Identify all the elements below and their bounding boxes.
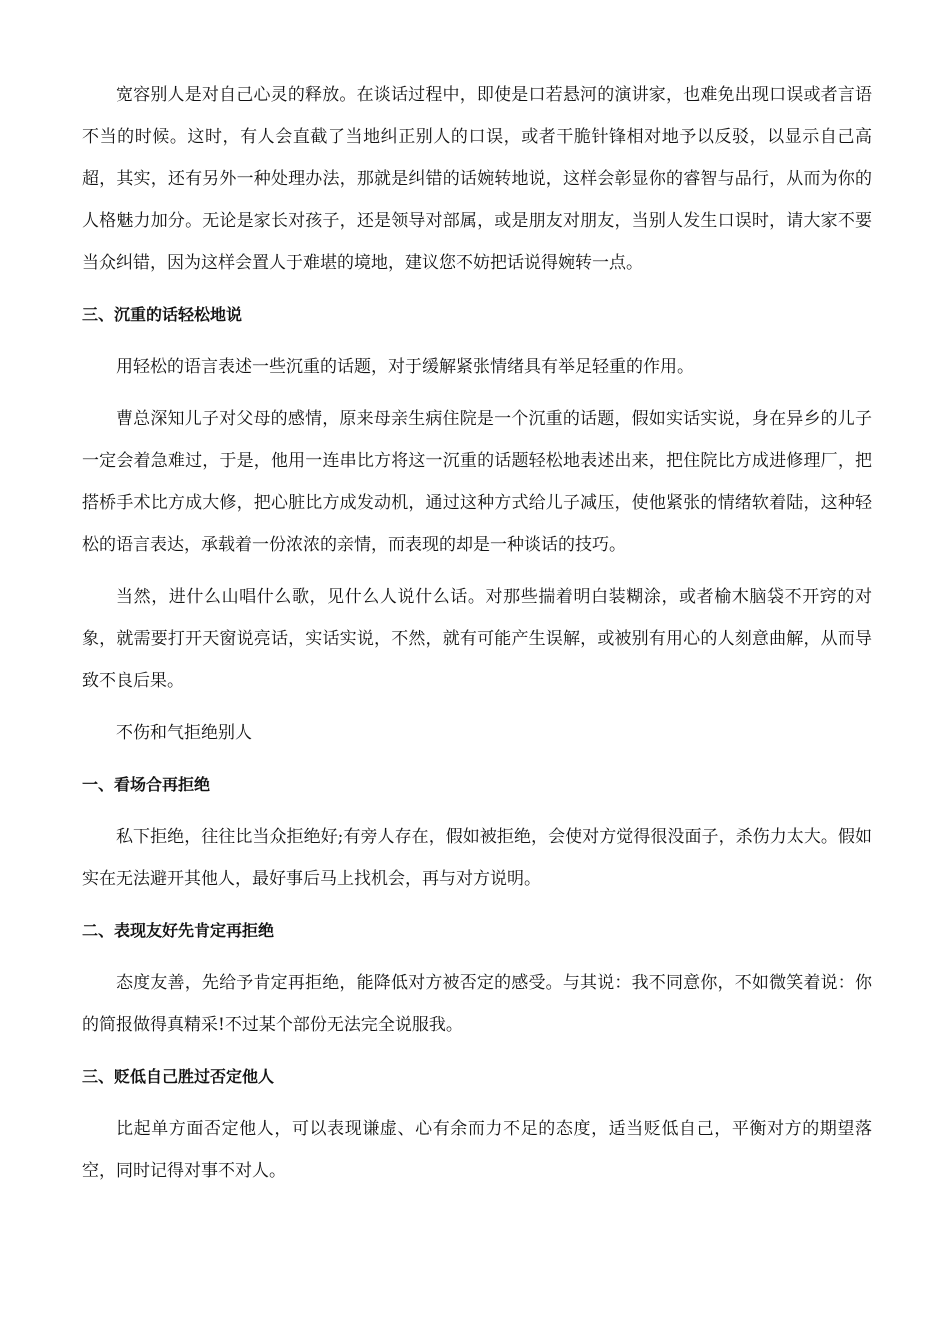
spacer: [82, 754, 872, 764]
spacer: [82, 1046, 872, 1056]
spacer: [82, 806, 872, 816]
spacer: [82, 702, 872, 712]
paragraph-cao-story: 曹总深知儿子对父母的感情，原来母亲生病住院是一个沉重的话题，假如实话实说，身在异乡的儿子一定会着急难过，于是，他用一连串比方将这一沉重的话题轻松地表述出来，把住院比方成进修理厂，把搭桥手术比方成大修，把心脏比方成发动机，通过这种方式给儿子减压，使他紧张的情绪软着陆，这种轻松的语言表达，承载着一份浓浓的亲情，而表现的却是一种谈话的技巧。: [82, 409, 872, 555]
heading-consider-occasion: 一、看场合再拒绝: [82, 775, 211, 794]
paragraph-humility: 比起单方面否定他人，可以表现谦虚、心有余而力不足的态度，适当贬低自己，平衡对方的期望落空，同时记得对事不对人。: [82, 1119, 872, 1181]
document-page: [82, 74, 872, 1192]
spacer: [82, 388, 872, 398]
paragraph-tolerance: 宽容别人是对自己心灵的释放。在谈话过程中，即使是口若悬河的演讲家，也难免出现口误或者言语不当的时候。这时，有人会直截了当地纠正别人的口误，或者干脆针锋相对地予以反驳，以显示自己高超，其实，还有另外一种处理办法，那就是纠错的话婉转地说，这样会彰显你的睿智与品行，从而为你的人格魅力加分。无论是家长对孩子，还是领导对部属，或是朋友对朋友，当别人发生口误时，请大家不要当众纠错，因为这样会置人于难堪的境地，建议您不妨把话说得婉转一点。: [82, 85, 872, 273]
spacer: [82, 566, 872, 576]
heading-heavy-words-lightly: 三、沉重的话轻松地说: [82, 305, 243, 324]
paragraph-private-refusal: 私下拒绝，往往比当众拒绝好;有旁人存在，假如被拒绝，会使对方觉得很没面子，杀伤力太大。假如实在无法避开其他人，最好事后马上找机会，再与对方说明。: [82, 827, 872, 889]
spacer: [82, 1098, 872, 1108]
paragraph-friendly-attitude: 态度友善，先给予肯定再拒绝，能降低对方被否定的感受。与其说：我不同意你，不如微笑着说：你的简报做得真精采!不过某个部份无法完全说服我。: [82, 973, 872, 1035]
paragraph-light-language: 用轻松的语言表述一些沉重的话题，对于缓解紧张情绪具有举足轻重的作用。: [116, 357, 694, 377]
spacer: [82, 336, 872, 346]
section-title-refuse-politely: 不伤和气拒绝别人: [116, 723, 252, 743]
spacer: [82, 284, 872, 294]
heading-affirm-first: 二、表现友好先肯定再拒绝: [82, 921, 275, 940]
heading-self-deprecate: 三、贬低自己胜过否定他人: [82, 1067, 275, 1086]
spacer: [82, 952, 872, 962]
paragraph-speak-plainly: 当然，进什么山唱什么歌，见什么人说什么话。对那些揣着明白装糊涂，或者榆木脑袋不开窍的对象，就需要打开天窗说亮话，实话实说，不然，就有可能产生误解，或被别有用心的人刻意曲解，从而导致不良后果。: [82, 587, 872, 691]
spacer: [82, 900, 872, 910]
